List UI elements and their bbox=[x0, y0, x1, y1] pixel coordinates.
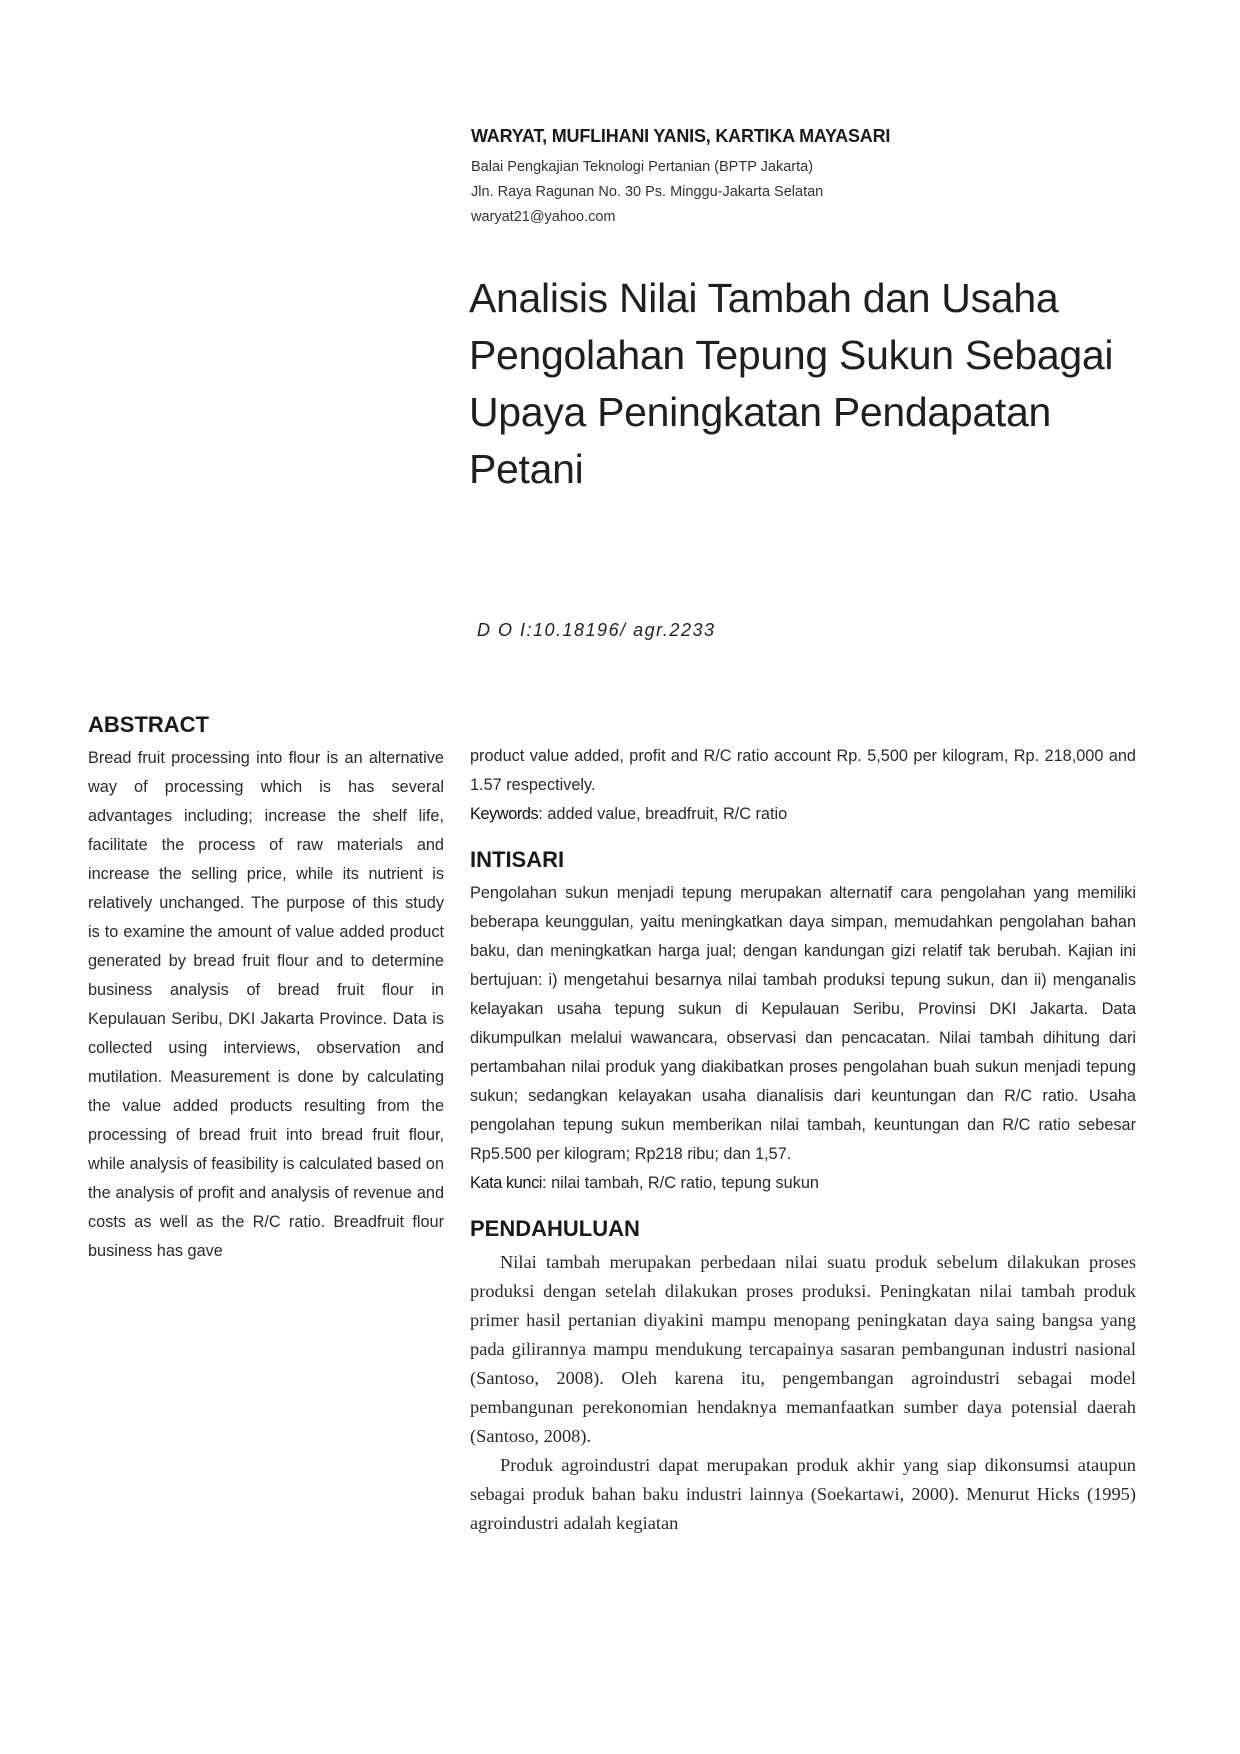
keywords-label: Keywords bbox=[470, 805, 539, 823]
pendahuluan-paragraph-2: Produk agroindustri dapat merupakan produk akhir yang siap dikonsumsi ataupun sebagai produk bahan baku industri lainnya (Soekartawi, 2000). Menurut Hicks (1995) agroindustri adalah kegiatan bbox=[470, 1455, 1136, 1533]
kata-kunci-text: : nilai tambah, R/C ratio, tepung sukun bbox=[542, 1174, 819, 1192]
title-line-4: Petani bbox=[469, 446, 584, 492]
pendahuluan-paragraph-1: Nilai tambah merupakan perbedaan nilai suatu produk sebelum dilakukan proses produksi dengan setelah dilakukan proses produksi. Peningkatan nilai tambah produk primer hasil pertanian diyakini mampu menopang peningkatan daya saing bangsa yang pada gilirannya mampu mendukung tercapainya sasaran pembangunan industri nasional (Santoso, 2008). Oleh karena itu, pengembangan agroindustri sebagai model pembangunan perekonomian hendaknya memanfaatkan sumber daya potensial daerah (Santoso, 2008). bbox=[470, 1252, 1136, 1446]
abstract-keywords bbox=[470, 800, 1136, 829]
title-line-1: Analisis Nilai Tambah dan Usaha bbox=[469, 275, 1059, 321]
abstract-continuation: product value added, profit and R/C ratio account Rp. 5,500 per kilogram, Rp. 218,000 and 1.57 respectively. bbox=[470, 747, 1136, 794]
kata-kunci-label: Kata kunci bbox=[470, 1174, 543, 1192]
address: Jln. Raya Ragunan No. 30 Ps. Minggu-Jakarta Selatan bbox=[471, 184, 824, 200]
author-block bbox=[471, 126, 1191, 230]
title-line-3: Upaya Peningkatan Pendapatan bbox=[469, 389, 1052, 435]
abstract-heading: ABSTRACT bbox=[88, 712, 209, 737]
intisari-heading: INTISARI bbox=[470, 847, 565, 872]
email: waryat21@yahoo.com bbox=[471, 209, 616, 225]
doi: D O I:10.18196/ agr.2233 bbox=[477, 620, 716, 640]
keywords-text: : added value, breadfruit, R/C ratio bbox=[538, 805, 788, 823]
abstract-body: Bread fruit processing into flour is an alternative way of processing which is has several advantages including; increase the shelf life, facilitate the process of raw materials and increase the selling price, while its nutrient is relatively unchanged. The purpose of this study is to examine the amount of value added product generated by bread fruit flour and to determine business analysis of bread fruit flour in Kepulauan Seribu, DKI Jakarta Province. Data is collected using interviews, observation and mutilation. Measurement is done by calculating the value added products resulting from the processing of bread fruit into bread fruit flour, while analysis of feasibility is calculated based on the analysis of profit and analysis of revenue and costs as well as the R/C ratio. Breadfruit flour business has gave bbox=[88, 749, 444, 1260]
right-column bbox=[470, 742, 1136, 1538]
intisari-body: Pengolahan sukun menjadi tepung merupakan alternatif cara pengolahan yang memiliki beberapa keunggulan, yaitu meningkatkan daya simpan, memudahkan pengolahan bahan baku, dan meningkatkan harga jual; dengan kandungan gizi relatif tak berubah. Kajian ini bertujuan: i) mengetahui besarnya nilai tambah produksi tepung sukun, dan ii) menganalis kelayakan usaha tepung sukun di Kepulauan Seribu, Provinsi DKI Jakarta. Data dikumpulkan melalui wawancara, observasi dan pencacatan. Nilai tambah dihitung dari pertambahan nilai produk yang diakibatkan proses pengolahan buah sukun menjadi tepung sukun; sedangkan kelayakan usaha dianalisis dari keuntungan dan R/C ratio. Usaha pengolahan tepung sukun memberikan nilai tambah, keuntungan dan R/C ratio sebesar Rp5.500 per kilogram; Rp218 ribu; dan 1,57. bbox=[470, 884, 1136, 1163]
paper-title bbox=[469, 270, 1149, 498]
author-names: WARYAT, MUFLIHANI YANIS, KARTIKA MAYASARI bbox=[471, 126, 891, 146]
title-line-2: Pengolahan Tepung Sukun Sebagai bbox=[469, 332, 1114, 378]
affiliation: Balai Pengkajian Teknologi Pertanian (BPTP Jakarta) bbox=[471, 159, 814, 175]
intisari-keywords bbox=[470, 1169, 1136, 1198]
pendahuluan-heading: PENDAHULUAN bbox=[470, 1216, 640, 1241]
abstract-column bbox=[88, 712, 444, 1266]
